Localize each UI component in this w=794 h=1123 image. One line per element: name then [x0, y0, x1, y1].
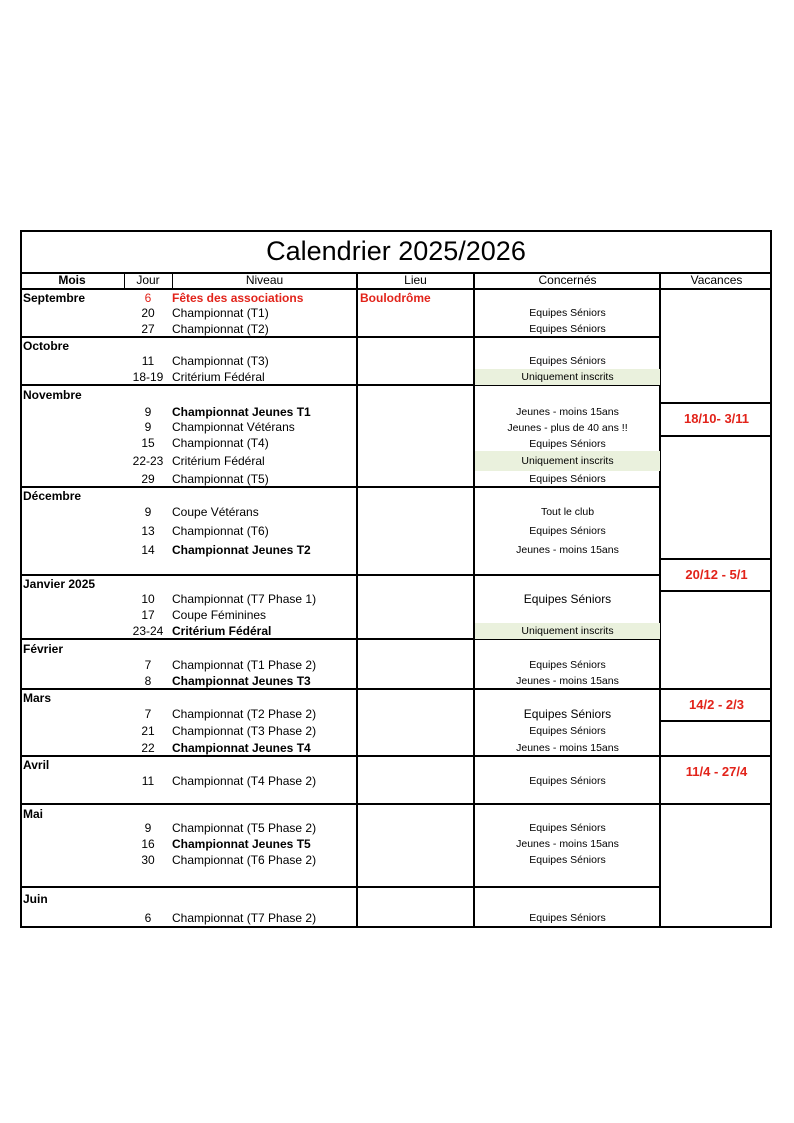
event-day: 16 — [141, 837, 155, 851]
vacances-separator — [661, 435, 772, 437]
header-mois: Mois — [58, 273, 86, 287]
vacances-separator — [661, 803, 772, 805]
event-concernes: Uniquement inscrits — [475, 369, 660, 385]
event-concernes: Jeunes - moins 15ans — [516, 544, 619, 556]
vacances-hiver: 14/2 - 2/3 — [689, 697, 744, 712]
event-niveau: Championnat Jeunes T2 — [172, 543, 311, 557]
event-concernes: Jeunes - moins 15ans — [516, 742, 619, 754]
vacances-separator — [661, 402, 772, 404]
event-niveau: Critérium Fédéral — [172, 454, 265, 468]
event-day: 7 — [144, 707, 152, 721]
event-day: 10 — [141, 592, 155, 606]
event-concernes: Equipes Séniors — [529, 912, 606, 924]
event-day: 13 — [141, 524, 155, 538]
month-separator — [20, 803, 661, 805]
month-label: Avril — [23, 758, 50, 772]
month-label: Janvier 2025 — [23, 577, 96, 591]
month-separator — [20, 336, 661, 338]
event-day: 9 — [144, 405, 152, 419]
event-concernes: Equipes Séniors — [523, 592, 612, 606]
event-day: 20 — [141, 306, 155, 320]
event-concernes: Equipes Séniors — [529, 822, 606, 834]
event-day: 21 — [141, 724, 155, 738]
event-niveau: Championnat (T1) — [172, 306, 269, 320]
month-label: Septembre — [23, 291, 86, 305]
event-concernes: Equipes Séniors — [529, 438, 606, 450]
event-day: 9 — [144, 821, 152, 835]
event-niveau: Championnat (T5) — [172, 472, 269, 486]
header-lieu: Lieu — [404, 273, 427, 287]
event-day: 27 — [141, 322, 155, 336]
event-day: 6 — [144, 291, 152, 305]
event-niveau: Championnat Jeunes T4 — [172, 741, 311, 755]
event-niveau: Championnat (T5 Phase 2) — [172, 821, 317, 835]
event-concernes: Equipes Séniors — [529, 323, 606, 335]
month-label: Février — [23, 642, 64, 656]
month-label: Juin — [23, 892, 48, 906]
event-day: 14 — [141, 543, 155, 557]
event-concernes: Equipes Séniors — [529, 725, 606, 737]
event-day: 30 — [141, 853, 155, 867]
event-niveau: Critérium Fédéral — [172, 370, 265, 384]
header-jour: Jour — [136, 273, 160, 287]
event-concernes: Equipes Séniors — [529, 659, 606, 671]
event-niveau: Championnat (T1 Phase 2) — [172, 658, 317, 672]
event-niveau: Championnat Vétérans — [172, 420, 295, 434]
event-concernes: Jeunes - moins 15ans — [516, 406, 619, 418]
event-concernes: Jeunes - moins 15ans — [516, 675, 619, 687]
event-concernes: Equipes Séniors — [529, 525, 606, 537]
header-divider — [172, 272, 173, 288]
event-concernes: Equipes Séniors — [529, 355, 606, 367]
event-niveau: Championnat (T4 Phase 2) — [172, 774, 317, 788]
event-niveau: Championnat Jeunes T1 — [172, 405, 311, 419]
vacances-separator — [661, 755, 772, 757]
month-separator — [20, 755, 661, 757]
event-concernes: Jeunes - plus de 40 ans !! — [507, 422, 628, 434]
event-niveau: Fêtes des associations — [172, 291, 304, 305]
month-label: Décembre — [23, 489, 82, 503]
event-concernes: Equipes Séniors — [529, 307, 606, 319]
event-concernes: Jeunes - moins 15ans — [516, 838, 619, 850]
event-niveau: Championnat (T2 Phase 2) — [172, 707, 317, 721]
event-niveau: Championnat (T3 Phase 2) — [172, 724, 317, 738]
table-border-top — [20, 230, 772, 232]
header-niveau: Niveau — [245, 273, 284, 287]
event-day: 9 — [144, 420, 152, 434]
header-divider — [124, 272, 125, 288]
event-day: 6 — [144, 911, 152, 925]
event-day: 15 — [141, 436, 155, 450]
column-divider-lieu — [356, 272, 358, 928]
month-separator — [20, 574, 661, 576]
month-separator — [20, 688, 661, 690]
event-concernes: Uniquement inscrits — [475, 451, 660, 471]
vacances-separator — [661, 558, 772, 560]
month-label: Mai — [23, 807, 44, 821]
event-day: 18-19 — [132, 370, 164, 384]
vacances-noel: 20/12 - 5/1 — [685, 567, 748, 582]
event-day: 17 — [141, 608, 155, 622]
event-niveau: Coupe Féminines — [172, 608, 267, 622]
event-niveau: Championnat (T3) — [172, 354, 269, 368]
event-niveau: Championnat (T2) — [172, 322, 269, 336]
event-lieu: Boulodrôme — [360, 291, 431, 305]
header-vacances: Vacances — [690, 273, 743, 287]
event-day: 23-24 — [132, 624, 164, 638]
month-separator — [20, 486, 661, 488]
page-title: Calendrier 2025/2026 — [266, 236, 526, 266]
event-niveau: Championnat Jeunes T5 — [172, 837, 311, 851]
event-niveau: Coupe Vétérans — [172, 505, 259, 519]
event-day: 22-23 — [132, 454, 164, 468]
event-niveau: Championnat Jeunes T3 — [172, 674, 311, 688]
event-concernes: Equipes Séniors — [529, 775, 606, 787]
vacances-printemps: 11/4 - 27/4 — [685, 764, 748, 779]
event-day: 11 — [141, 774, 155, 788]
month-label: Mars — [23, 691, 52, 705]
event-niveau: Championnat (T7 Phase 2) — [172, 911, 317, 925]
event-day: 8 — [144, 674, 152, 688]
month-label: Octobre — [23, 339, 70, 353]
event-day: 22 — [141, 741, 155, 755]
month-label: Novembre — [23, 388, 82, 402]
vacances-separator — [661, 590, 772, 592]
event-niveau: Championnat (T6) — [172, 524, 269, 538]
month-separator — [20, 886, 661, 888]
calendar-table — [20, 230, 772, 928]
vacances-separator — [661, 688, 772, 690]
header-concernes: Concernés — [538, 273, 597, 287]
event-niveau: Championnat (T6 Phase 2) — [172, 853, 317, 867]
event-concernes: Tout le club — [540, 506, 595, 518]
event-concernes: Equipes Séniors — [529, 854, 606, 866]
event-day: 11 — [141, 354, 155, 368]
event-day: 7 — [144, 658, 152, 672]
event-niveau: Critérium Fédéral — [172, 624, 272, 638]
event-concernes: Equipes Séniors — [523, 707, 612, 721]
event-niveau: Championnat (T4) — [172, 436, 269, 450]
event-concernes: Equipes Séniors — [529, 473, 606, 485]
vacances-separator — [661, 720, 772, 722]
event-niveau: Championnat (T7 Phase 1) — [172, 592, 317, 606]
event-day: 29 — [141, 472, 155, 486]
vacances-toussaint: 18/10- 3/11 — [683, 411, 750, 426]
event-day: 9 — [144, 505, 152, 519]
event-concernes: Uniquement inscrits — [475, 623, 660, 639]
table-border-left — [20, 230, 22, 928]
